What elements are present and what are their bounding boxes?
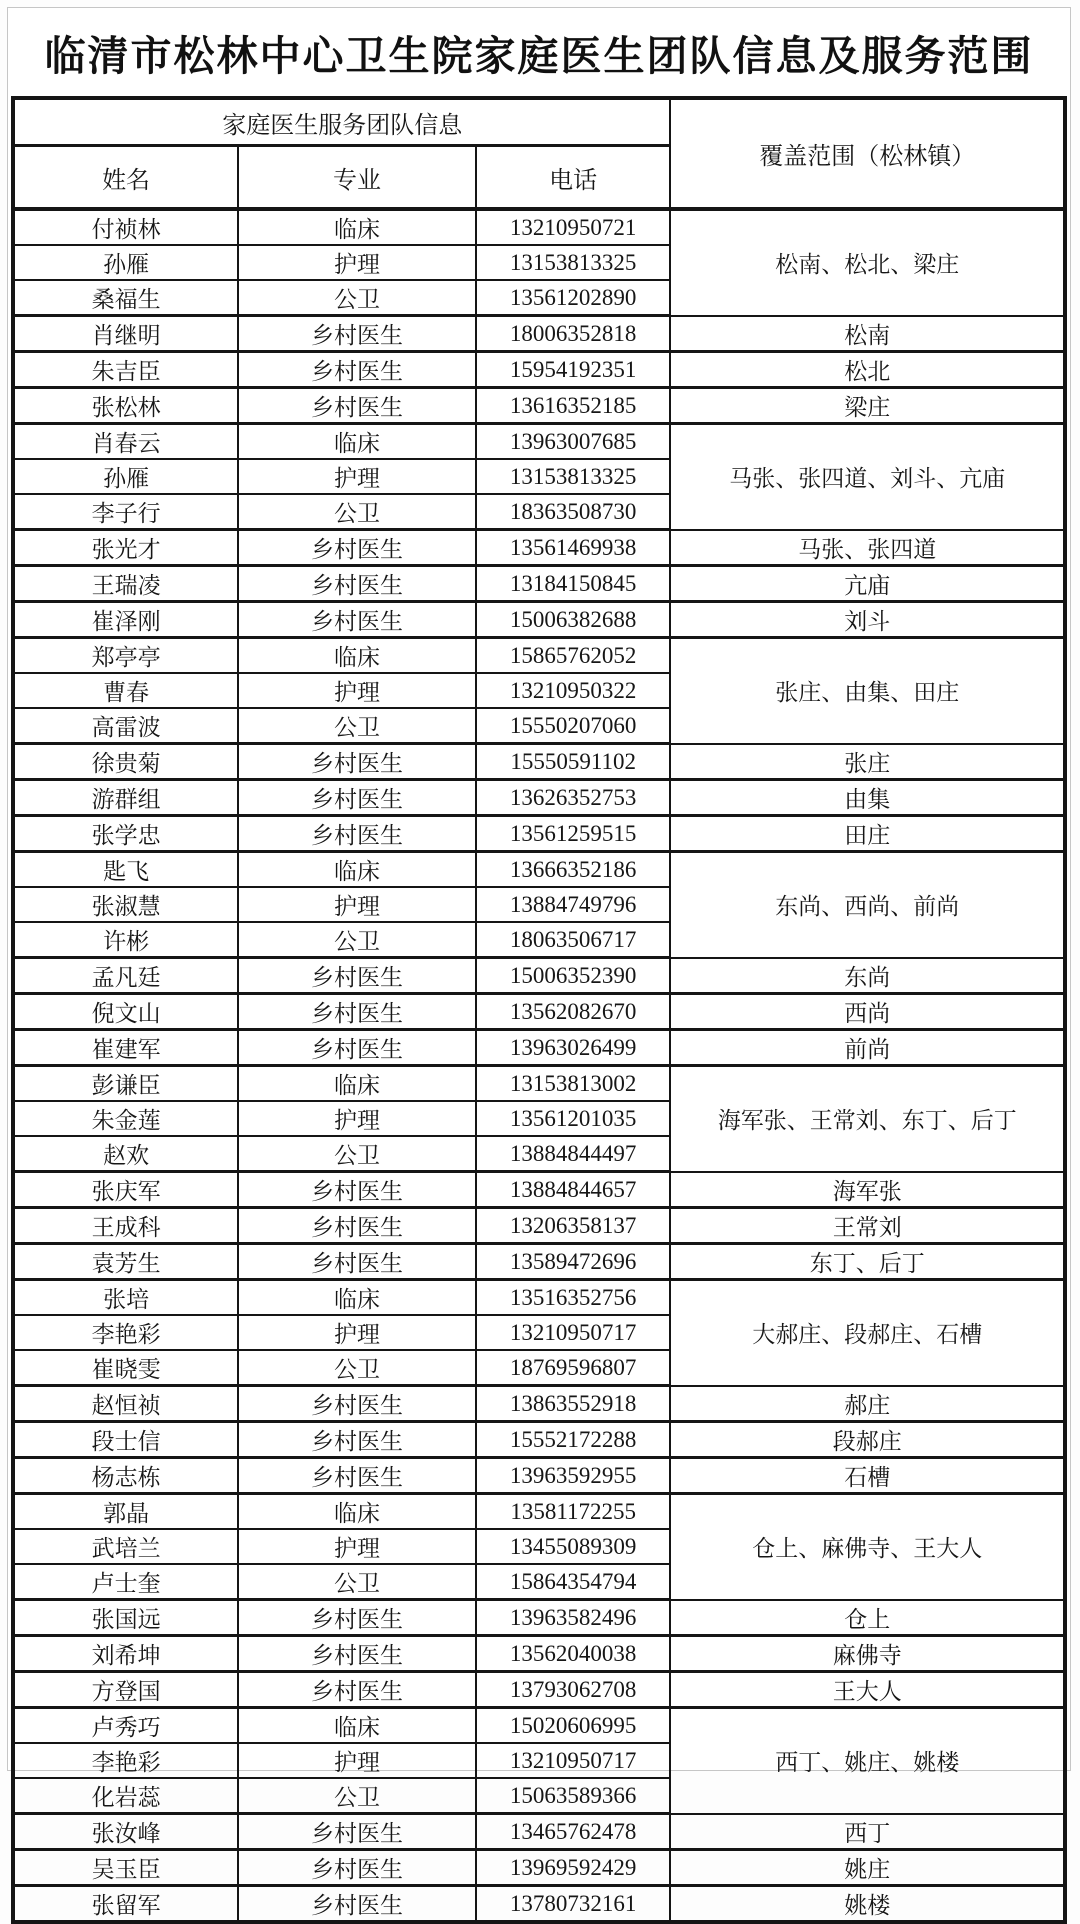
- name-cell: 卢士奎: [13, 1564, 238, 1600]
- name-cell: 徐贵菊: [13, 744, 238, 780]
- phone-cell: 13561259515: [476, 816, 671, 852]
- specialty-cell: 乡村医生: [238, 744, 476, 780]
- table-row: [13, 1458, 1065, 1494]
- specialty-cell: 护理: [238, 1315, 476, 1350]
- phone-cell: 13561202890: [476, 280, 671, 316]
- specialty-cell: 临床: [238, 424, 476, 460]
- coverage-cell: 前尚: [670, 1030, 1065, 1066]
- name-cell: 刘希坤: [13, 1636, 238, 1672]
- specialty-cell: 乡村医生: [238, 1208, 476, 1244]
- name-cell: 张庆军: [13, 1172, 238, 1208]
- name-cell: 武培兰: [13, 1529, 238, 1564]
- phone-cell: 13562082670: [476, 994, 671, 1030]
- coverage-cell: 姚庄: [670, 1850, 1065, 1886]
- table-body: [13, 209, 1065, 1922]
- phone-cell: 13884844497: [476, 1136, 671, 1172]
- specialty-cell: 临床: [238, 1280, 476, 1316]
- col-header-phone: 电话: [476, 146, 671, 210]
- coverage-cell: 大郝庄、段郝庄、石槽: [670, 1280, 1065, 1386]
- name-cell: 李艳彩: [13, 1315, 238, 1350]
- coverage-cell: 松南: [670, 316, 1065, 352]
- name-cell: 许彬: [13, 922, 238, 958]
- coverage-cell: 王大人: [670, 1672, 1065, 1708]
- name-cell: 张国远: [13, 1600, 238, 1636]
- phone-cell: 13562040038: [476, 1636, 671, 1672]
- coverage-cell: 麻佛寺: [670, 1636, 1065, 1672]
- table-header-group-row: [13, 98, 1065, 146]
- name-cell: 崔泽刚: [13, 602, 238, 638]
- specialty-cell: 临床: [238, 852, 476, 888]
- name-cell: 朱金莲: [13, 1101, 238, 1136]
- team-info-header: 家庭医生服务团队信息: [13, 98, 670, 146]
- specialty-cell: 临床: [238, 638, 476, 674]
- phone-cell: 15552172288: [476, 1422, 671, 1458]
- phone-cell: 15954192351: [476, 352, 671, 388]
- specialty-cell: 乡村医生: [238, 530, 476, 566]
- name-cell: 孙雁: [13, 245, 238, 280]
- phone-cell: 13589472696: [476, 1244, 671, 1280]
- table-row: [13, 1066, 1065, 1102]
- specialty-cell: 护理: [238, 673, 476, 708]
- table-row: [13, 1208, 1065, 1244]
- coverage-cell: 石槽: [670, 1458, 1065, 1494]
- coverage-cell: 亢庙: [670, 566, 1065, 602]
- name-cell: 张光才: [13, 530, 238, 566]
- specialty-cell: 乡村医生: [238, 1458, 476, 1494]
- phone-cell: 13963007685: [476, 424, 671, 460]
- specialty-cell: 公卫: [238, 494, 476, 530]
- specialty-cell: 乡村医生: [238, 1386, 476, 1422]
- table-row: [13, 780, 1065, 816]
- specialty-cell: 公卫: [238, 1564, 476, 1600]
- family-doctor-table: [11, 96, 1067, 1924]
- table-row: [13, 1850, 1065, 1886]
- specialty-cell: 公卫: [238, 708, 476, 744]
- name-cell: 孙雁: [13, 459, 238, 494]
- phone-cell: 13963582496: [476, 1600, 671, 1636]
- name-cell: 崔建军: [13, 1030, 238, 1066]
- phone-cell: 13626352753: [476, 780, 671, 816]
- document-sheet: [7, 7, 1071, 1918]
- phone-cell: 13153813325: [476, 459, 671, 494]
- specialty-cell: 护理: [238, 1529, 476, 1564]
- name-cell: 倪文山: [13, 994, 238, 1030]
- phone-cell: 13561201035: [476, 1101, 671, 1136]
- coverage-cell: 海军张、王常刘、东丁、后丁: [670, 1066, 1065, 1172]
- phone-cell: 15063589366: [476, 1778, 671, 1814]
- table-row: [13, 816, 1065, 852]
- name-cell: 付祯林: [13, 209, 238, 245]
- coverage-cell: 东丁、后丁: [670, 1244, 1065, 1280]
- phone-cell: 13884844657: [476, 1172, 671, 1208]
- phone-cell: 13455089309: [476, 1529, 671, 1564]
- specialty-cell: 乡村医生: [238, 316, 476, 352]
- phone-cell: 15550207060: [476, 708, 671, 744]
- name-cell: 张培: [13, 1280, 238, 1316]
- phone-cell: 13666352186: [476, 852, 671, 888]
- phone-cell: 18769596807: [476, 1350, 671, 1386]
- coverage-cell: 郝庄: [670, 1386, 1065, 1422]
- name-cell: 张松林: [13, 388, 238, 424]
- coverage-cell: 姚楼: [670, 1886, 1065, 1923]
- phone-cell: 13184150845: [476, 566, 671, 602]
- phone-cell: 13793062708: [476, 1672, 671, 1708]
- coverage-cell: 马张、张四道、刘斗、亢庙: [670, 424, 1065, 530]
- table-row: [13, 1636, 1065, 1672]
- specialty-cell: 乡村医生: [238, 1814, 476, 1850]
- specialty-cell: 护理: [238, 887, 476, 922]
- specialty-cell: 乡村医生: [238, 1636, 476, 1672]
- page-title: 临清市松林中心卫生院家庭医生团队信息及服务范围: [44, 32, 1034, 79]
- phone-cell: 13153813002: [476, 1066, 671, 1102]
- phone-cell: 13210950721: [476, 209, 671, 245]
- name-cell: 桑福生: [13, 280, 238, 316]
- specialty-cell: 护理: [238, 1743, 476, 1778]
- specialty-cell: 护理: [238, 245, 476, 280]
- coverage-cell: 东尚、西尚、前尚: [670, 852, 1065, 958]
- coverage-cell: 段郝庄: [670, 1422, 1065, 1458]
- name-cell: 赵欢: [13, 1136, 238, 1172]
- specialty-cell: 护理: [238, 1101, 476, 1136]
- name-cell: 王成科: [13, 1208, 238, 1244]
- specialty-cell: 乡村医生: [238, 1172, 476, 1208]
- specialty-cell: 乡村医生: [238, 1886, 476, 1923]
- specialty-cell: 乡村医生: [238, 1600, 476, 1636]
- phone-cell: 15865762052: [476, 638, 671, 674]
- coverage-cell: 梁庄: [670, 388, 1065, 424]
- specialty-cell: 临床: [238, 209, 476, 245]
- name-cell: 袁芳生: [13, 1244, 238, 1280]
- name-cell: 张汝峰: [13, 1814, 238, 1850]
- specialty-cell: 公卫: [238, 280, 476, 316]
- name-cell: 游群组: [13, 780, 238, 816]
- coverage-cell: 仓上: [670, 1600, 1065, 1636]
- name-cell: 张留军: [13, 1886, 238, 1923]
- specialty-cell: 公卫: [238, 1350, 476, 1386]
- coverage-cell: 张庄、由集、田庄: [670, 638, 1065, 744]
- table-row: [13, 209, 1065, 245]
- phone-cell: 13780732161: [476, 1886, 671, 1923]
- name-cell: 高雷波: [13, 708, 238, 744]
- table-row: [13, 744, 1065, 780]
- table-row: [13, 602, 1065, 638]
- coverage-cell: 东尚: [670, 958, 1065, 994]
- phone-cell: 15550591102: [476, 744, 671, 780]
- name-cell: 李艳彩: [13, 1743, 238, 1778]
- table-row: [13, 1814, 1065, 1850]
- phone-cell: 13581172255: [476, 1494, 671, 1530]
- specialty-cell: 公卫: [238, 922, 476, 958]
- phone-cell: 15020606995: [476, 1708, 671, 1744]
- name-cell: 吴玉臣: [13, 1850, 238, 1886]
- specialty-cell: 乡村医生: [238, 1030, 476, 1066]
- coverage-cell: 田庄: [670, 816, 1065, 852]
- specialty-cell: 公卫: [238, 1778, 476, 1814]
- phone-cell: 13884749796: [476, 887, 671, 922]
- specialty-cell: 乡村医生: [238, 780, 476, 816]
- specialty-cell: 乡村医生: [238, 1422, 476, 1458]
- phone-cell: 18006352818: [476, 316, 671, 352]
- phone-cell: 15864354794: [476, 1564, 671, 1600]
- table-row: [13, 994, 1065, 1030]
- name-cell: 彭谦臣: [13, 1066, 238, 1102]
- name-cell: 王瑞凌: [13, 566, 238, 602]
- name-cell: 曹春: [13, 673, 238, 708]
- table-row: [13, 1280, 1065, 1316]
- coverage-cell: 西丁、姚庄、姚楼: [670, 1708, 1065, 1814]
- phone-cell: 13616352185: [476, 388, 671, 424]
- table-row: [13, 1494, 1065, 1530]
- coverage-cell: 松北: [670, 352, 1065, 388]
- name-cell: 朱吉臣: [13, 352, 238, 388]
- specialty-cell: 乡村医生: [238, 1244, 476, 1280]
- table-row: [13, 1030, 1065, 1066]
- coverage-cell: 仓上、麻佛寺、王大人: [670, 1494, 1065, 1600]
- table-row: [13, 1172, 1065, 1208]
- name-cell: 郑亭亭: [13, 638, 238, 674]
- name-cell: 郭晶: [13, 1494, 238, 1530]
- name-cell: 卢秀巧: [13, 1708, 238, 1744]
- table-row: [13, 352, 1065, 388]
- name-cell: 肖继明: [13, 316, 238, 352]
- table-row: [13, 1672, 1065, 1708]
- table-row: [13, 566, 1065, 602]
- phone-cell: 13963026499: [476, 1030, 671, 1066]
- phone-cell: 13969592429: [476, 1850, 671, 1886]
- specialty-cell: 乡村医生: [238, 994, 476, 1030]
- table-row: [13, 852, 1065, 888]
- table-row: [13, 1386, 1065, 1422]
- phone-cell: 15006382688: [476, 602, 671, 638]
- specialty-cell: 临床: [238, 1494, 476, 1530]
- specialty-cell: 乡村医生: [238, 958, 476, 994]
- name-cell: 李子行: [13, 494, 238, 530]
- name-cell: 张淑慧: [13, 887, 238, 922]
- table-row: [13, 530, 1065, 566]
- table-row: [13, 638, 1065, 674]
- phone-cell: 13516352756: [476, 1280, 671, 1316]
- col-header-specialty: 专业: [238, 146, 476, 210]
- table-row: [13, 316, 1065, 352]
- table-row: [13, 424, 1065, 460]
- coverage-cell: 海军张: [670, 1172, 1065, 1208]
- phone-cell: 13863552918: [476, 1386, 671, 1422]
- name-cell: 杨志栋: [13, 1458, 238, 1494]
- coverage-cell: 刘斗: [670, 602, 1065, 638]
- specialty-cell: 临床: [238, 1066, 476, 1102]
- phone-cell: 13210950322: [476, 673, 671, 708]
- coverage-cell: 马张、张四道: [670, 530, 1065, 566]
- phone-cell: 13210950717: [476, 1315, 671, 1350]
- phone-cell: 18063506717: [476, 922, 671, 958]
- coverage-header: 覆盖范围（松林镇）: [670, 98, 1065, 209]
- table-row: [13, 1422, 1065, 1458]
- table-row: [13, 958, 1065, 994]
- specialty-cell: 乡村医生: [238, 1672, 476, 1708]
- phone-cell: 13561469938: [476, 530, 671, 566]
- name-cell: 孟凡廷: [13, 958, 238, 994]
- specialty-cell: 公卫: [238, 1136, 476, 1172]
- coverage-cell: 西尚: [670, 994, 1065, 1030]
- coverage-cell: 张庄: [670, 744, 1065, 780]
- col-header-name: 姓名: [13, 146, 238, 210]
- table-row: [13, 388, 1065, 424]
- specialty-cell: 乡村医生: [238, 352, 476, 388]
- phone-cell: 13210950717: [476, 1743, 671, 1778]
- name-cell: 张学忠: [13, 816, 238, 852]
- coverage-cell: 由集: [670, 780, 1065, 816]
- table-row: [13, 1708, 1065, 1744]
- specialty-cell: 乡村医生: [238, 1850, 476, 1886]
- coverage-cell: 松南、松北、梁庄: [670, 209, 1065, 316]
- table-row: [13, 1244, 1065, 1280]
- phone-cell: 18363508730: [476, 494, 671, 530]
- table-row: [13, 1600, 1065, 1636]
- name-cell: 肖春云: [13, 424, 238, 460]
- phone-cell: 13963592955: [476, 1458, 671, 1494]
- name-cell: 方登国: [13, 1672, 238, 1708]
- phone-cell: 13153813325: [476, 245, 671, 280]
- name-cell: 化岩蕊: [13, 1778, 238, 1814]
- specialty-cell: 乡村医生: [238, 816, 476, 852]
- specialty-cell: 乡村医生: [238, 388, 476, 424]
- specialty-cell: 乡村医生: [238, 566, 476, 602]
- name-cell: 崔晓雯: [13, 1350, 238, 1386]
- table-row: [13, 1886, 1065, 1923]
- phone-cell: 13465762478: [476, 1814, 671, 1850]
- coverage-cell: 王常刘: [670, 1208, 1065, 1244]
- specialty-cell: 乡村医生: [238, 602, 476, 638]
- phone-cell: 15006352390: [476, 958, 671, 994]
- name-cell: 赵恒祯: [13, 1386, 238, 1422]
- specialty-cell: 临床: [238, 1708, 476, 1744]
- specialty-cell: 护理: [238, 459, 476, 494]
- phone-cell: 13206358137: [476, 1208, 671, 1244]
- name-cell: 段士信: [13, 1422, 238, 1458]
- coverage-cell: 西丁: [670, 1814, 1065, 1850]
- name-cell: 匙飞: [13, 852, 238, 888]
